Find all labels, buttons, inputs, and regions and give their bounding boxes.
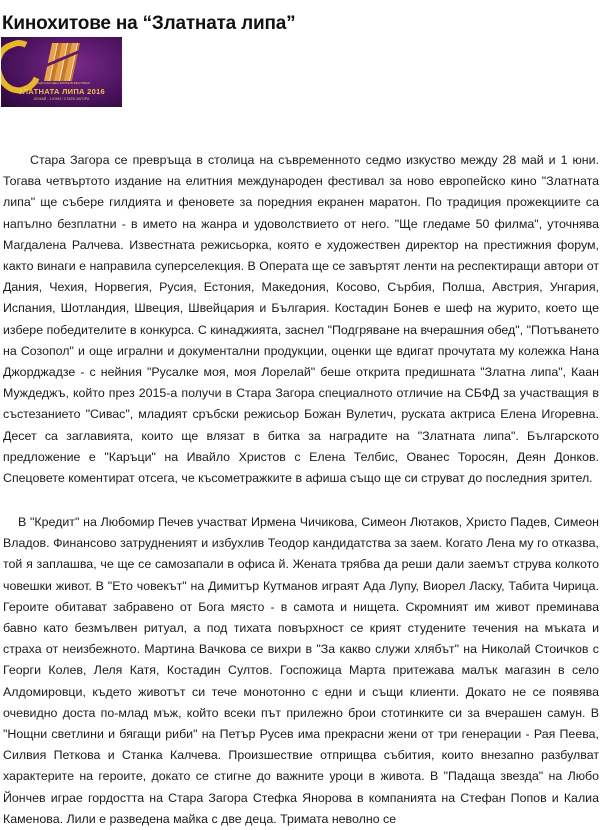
article-body-part-2 bbox=[3, 512, 599, 830]
paragraph-festival-intro: Стара Загора се превръща в столица на съвременното седмо изкуство между 28 май и 1 юни. Тогава четвъртото издание на елитния международен фестивал за ново европейско кино "Златната липа" ще събере гилдията и феновете за поредния екранен маратон. По традиция прожекциите са напълно безплатни - в името на жанра и удоволствието от него. "Ще гледаме 50 филма", уточнява Магдалена Ралчева. Известната режисьорка, която е художествен директор на престижния форум, както винаги е направила суперселекция. В Операта ще се завъртят ленти на респектиращи автори от Дания, Чехия, Норвегия, Русия, Естония, Македония, Косово, Сърбия, Полша, Австрия, Унгария, Испания, Шотландия, Швеция, Швейцария и България. Костадин Бонев е шеф на журито, което ще избере победителите в конкурса. С кинаджията, заснел "Подгряване на вчерашния обед", "Потъването на Созопол" и още игрални и документални продукции, оценки ще вдигат прочутата му колежка Нана Джорджадзе - с нейния "Русалке моя, моя Лорелай" беше открита предишната "Златна липа", Каан Муждеджъ, който през 2015-а получи в Стара Загора специалното отличие на СБФД за участващия в състезанието "Сивас", младият сръбски режисьор Божан Вулетич, руската актриса Елена Игоревна. Десет са заглавията, които ще влязат в битка за наградите на "Златната липа". Българското предложение е "Каръци" на Ивайло Христов с Елена Телбис, Ованес Торосян, Деян Донков. Спецовете коментират отсега, че късометражките в афиша също ще си струват до последния зрител. bbox=[3, 153, 599, 486]
festival-poster-image bbox=[1, 37, 122, 107]
article-body-part-1 bbox=[3, 150, 599, 489]
paragraph-short-films: В "Кредит" на Любомир Печев участват Ирмена Чичикова, Симеон Лютаков, Христо Падев, Симеон Владов. Финансово затрудненият и избухлив Теодор кандидатства за заем. Когато Лена му го отказва, той я заплашва, че ще се самозапали в офиса й. Жената трябва да реши дали заемът струва колкото човешки живот. В "Ето човекът" на Димитър Кутманов играят Ада Лупу, Виорел Ласку, Табита Чирица. Героите обитават забравено от Бога място - в самота и нищета. Скромният им живот преминава бавно като безмълвен ритуал, а под тихата повърхност се крият студените течения на мъката и страха от неизбежното. Мартина Вачкова се вихри в "За какво служи хлябът" на Николай Стоичков с Георги Колев, Леля Катя, Костадин Султов. Госпожица Марта притежава малък магазин в село Алдомировци, където животът си тече монотонно с едни и същи клиенти. Докато не се появява очевидно доста по-млад мъж, който всеки път прилежно брои стотинките си за вчерашен самун. В "Нощни светлини и бягащи риби" на Петър Русев има прекрасни жени от три генерации - Рая Пеева, Силвия Петкова и Станка Калчева. Произшествие отприщва събития, които внезапно разбулват характерите на героите, докато се стигне до важните уроци в живота. В "Падаща звезда" на Любо Йончев играе гордостта на Стара Загора Стефка Янорова в компанията на Стефан Попов и Калиа Каменова. Лили е разведена майка с две деца. Тримата неволно се bbox=[3, 515, 599, 826]
article-title: Кинохитове на “Златната липа” bbox=[2, 12, 296, 34]
poster-festival-name: ЗЛАТНАТА ЛИПА 2016 bbox=[17, 87, 106, 96]
poster-subtitle: МЕЖДУНАРОДЕН ФИЛМОВ ФЕСТИВАЛ bbox=[33, 81, 90, 85]
linden-emblem-icon bbox=[44, 43, 80, 81]
poster-dates: 28 МАЙ - 1 ЮНИ / СТАРА ЗАГОРА bbox=[33, 97, 90, 101]
